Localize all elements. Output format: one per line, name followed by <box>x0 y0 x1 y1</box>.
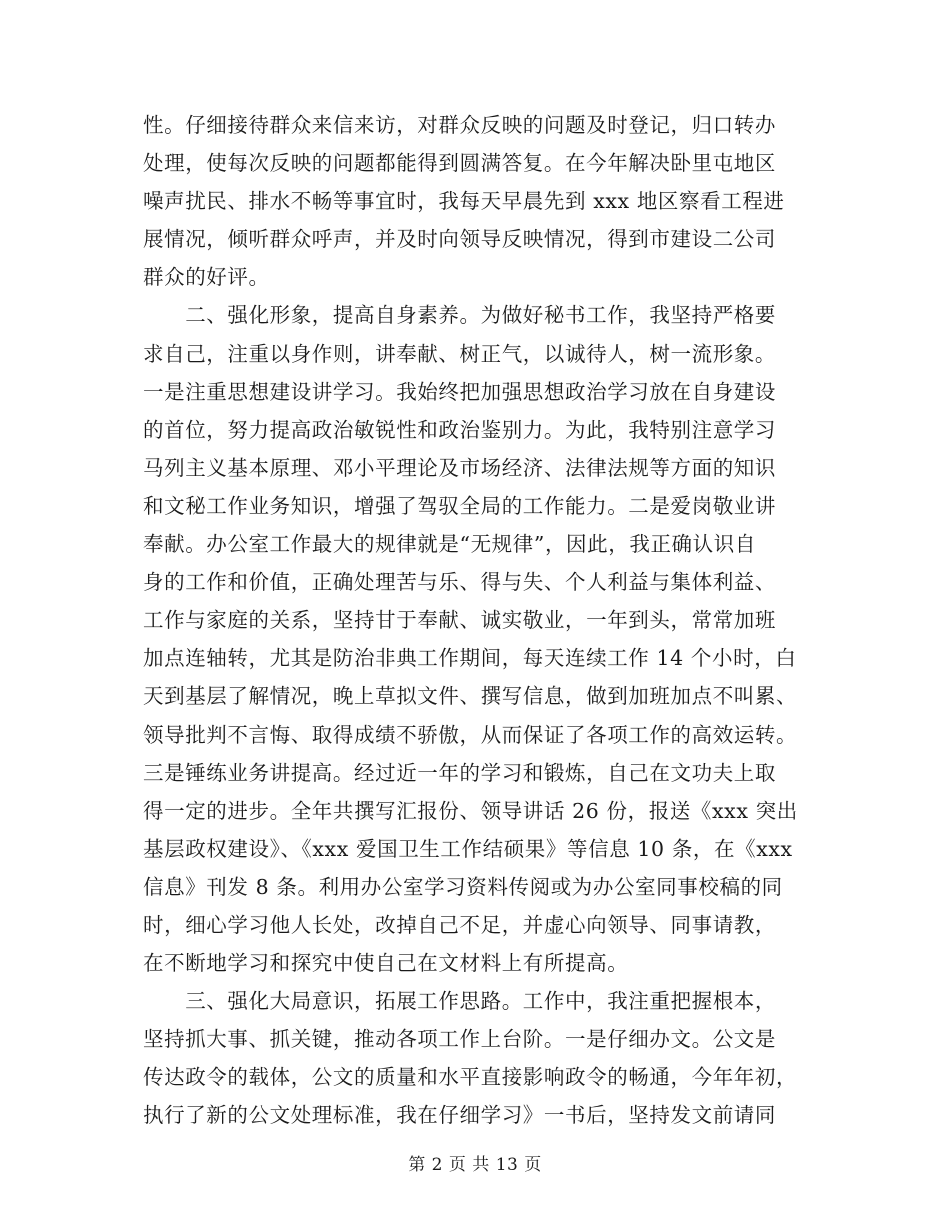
page-number-footer: 第 2 页 共 13 页 <box>408 1155 542 1175</box>
text-line: 传达政令的载体，公文的质量和水平直接影响政令的畅通，今年年初， <box>143 1065 798 1090</box>
text-line: 处理，使每次反映的问题都能得到圆满答复。在今年解决卧里屯地区 <box>143 151 776 176</box>
text-line: 坚持抓大事、抓关键，推动各项工作上台阶。一是仔细办文。公文是 <box>143 1027 776 1052</box>
text-line: 马列主义基本原理、邓小平理论及市场经济、法律法规等方面的知识 <box>143 455 776 480</box>
section-heading-line: 二、强化形象，提高自身素养。为做好秘书工作，我坚持严格要 <box>143 303 776 328</box>
text-line: 时，细心学习他人长处，改掉自己不足，并虚心向领导、同事请教， <box>143 912 776 937</box>
text-line: 和文秘工作业务知识，增强了驾驭全局的工作能力。二是爱岗敬业讲 <box>143 493 776 518</box>
text-line: 的首位，努力提高政治敏锐性和政治鉴别力。为此，我特别注意学习 <box>143 417 776 442</box>
text-line: 展情况，倾听群众呼声，并及时向领导反映情况，得到市建设二公司 <box>143 227 776 252</box>
text-line: 性。仔细接待群众来信来访，对群众反映的问题及时登记，归口转办 <box>143 113 776 137</box>
text-line: 基层政权建设》、《xxx 爱国卫生工作结硕果》等信息 10 条，在《xxx <box>143 836 793 861</box>
text-line: 加点连轴转，尤其是防治非典工作期间，每天连续工作 14 个小时，白 <box>143 646 797 671</box>
text-line: 一是注重思想建设讲学习。我始终把加强思想政治学习放在自身建设 <box>143 379 776 404</box>
text-line: 得一定的进步。全年共撰写汇报份、领导讲话 26 份，报送《xxx 突出 <box>143 798 798 823</box>
text-line: 工作与家庭的关系，坚持甘于奉献、诚实敬业，一年到头，常常加班 <box>143 608 776 633</box>
text-line: 领导批判不言悔、取得成绩不骄傲，从而保证了各项工作的高效运转。 <box>143 722 798 747</box>
text-line: 在不断地学习和探究中使自己在文材料上有所提高。 <box>143 951 629 976</box>
text-line: 奉献。办公室工作最大的规律就是“无规律”，因此，我正确认识自 <box>143 532 756 557</box>
text-line: 三是锤练业务讲提高。经过近一年的学习和锻炼，自己在文功夫上取 <box>143 760 776 785</box>
text-line: 噪声扰民、排水不畅等事宜时，我每天早晨先到 xxx 地区察看工程进 <box>143 189 785 214</box>
text-line: 信息》刊发 8 条。利用办公室学习资料传阅或为办公室同事校稿的同 <box>143 874 783 899</box>
text-line: 身的工作和价值，正确处理苦与乐、得与失、个人利益与集体利益、 <box>143 570 776 595</box>
body-text <box>143 106 803 1135</box>
text-line: 求自己，注重以身作则，讲奉献、树正气，以诚待人，树一流形象。 <box>143 341 776 366</box>
text-line: 群众的好评。 <box>143 265 270 290</box>
text-line: 天到基层了解情况，晚上草拟文件、撰写信息，做到加班加点不叫累、 <box>143 684 798 709</box>
section-heading-line: 三、强化大局意识，拓展工作思路。工作中，我注重把握根本， <box>143 989 776 1014</box>
text-line: 执行了新的公文处理标准，我在仔细学习》一书后，坚持发文前请同 <box>143 1103 776 1128</box>
